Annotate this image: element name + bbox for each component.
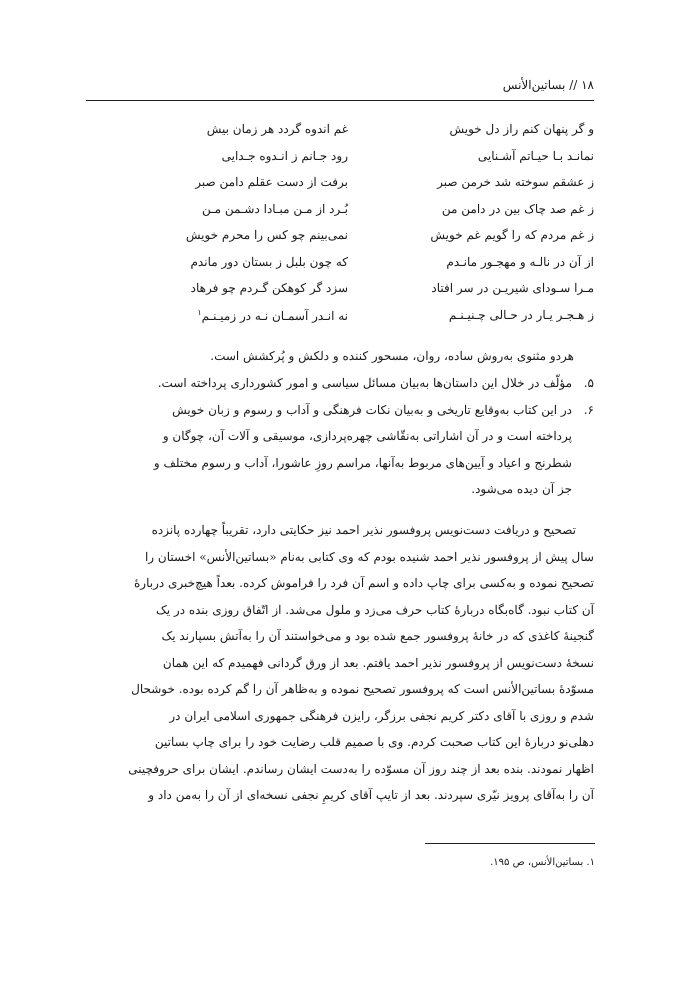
verse-second-hemistich-text: نه انـدر آسمـان نـه در زمیـنـم [201, 308, 348, 323]
list-item-line: در این کتاب به‌وقایع تاریخی و به‌بیان نکات فرهنگی و آداب و رسوم و زبان خویش [172, 402, 572, 417]
list-item [86, 370, 594, 397]
footnote-reference[interactable]: ۱ [197, 307, 202, 317]
verse-first-hemistich: نمانـد بـا حیـاتم آشـنایی [477, 148, 594, 163]
paragraph-line: دهلی‌نو دربارۀ این کتاب صحبت کردم. وی با صمیم قلب رضایت خود را برای چاپ بساتین [154, 735, 594, 749]
paragraph-line: تصحیح و دریافت دست‌نویس پروفسور نذیر احمد نیز حکایتی دارد، تقریباً چهارده پانزده [151, 523, 576, 537]
verse-first-hemistich: ز غم صد چاک بین در دامن من [441, 201, 594, 216]
poem-verse [86, 122, 594, 149]
verse-first-hemistich: مـرا سـودای شیریـن در سر افتاد [431, 281, 594, 295]
paragraph-line: سال پیش از پروفسور نذیر احمد شنیده بودم که وی کتابی به‌نام «بساتین‌الأنس» اخستان را [144, 549, 594, 564]
verse-first-hemistich: و گر پنهان کنم راز دل خویش [449, 122, 594, 136]
verse-second-hemistich: غم اندوه گردد هر زمان بیش [206, 122, 348, 136]
poem-verse [86, 175, 594, 202]
paragraph-line: تصحیح نموده و به‌کسی برای چاپ داده و اسم آن فرد را فراموش کرده. بعداً هیچ‌خبری دربارۀ [134, 576, 594, 590]
paragraph-line: گنجینۀ کاغذی که در خانۀ پروفسور جمع شده بود و می‌خواستند آن را به‌آتش بسپارند یک [161, 629, 594, 643]
verse-first-hemistich: از آن در نالـه و مهجـور مانـدم [446, 254, 594, 269]
verse-second-hemistich: نمی‌بینم چو کس را محرم خویش [185, 228, 348, 242]
poem-block [86, 122, 594, 346]
list-item [86, 397, 594, 503]
verse-second-hemistich: سزد گر کوهکن گـردم چو فرهاد [190, 281, 348, 295]
poem-verse [86, 308, 594, 335]
header-rule [86, 100, 594, 101]
verse-second-hemistich: بُـرد از مـن مبـادا دشـمن مـن [201, 201, 348, 216]
footnote: ۱. بساتین‌الأنس، ص ۱۹۵. [490, 857, 595, 868]
poem-verse [86, 228, 594, 255]
verse-second-hemistich: برفت از دست عقلم دامن صبر [195, 175, 348, 189]
verse-first-hemistich: ز هـجـر یـار در حـالی چـنیـنـم [448, 307, 594, 322]
poem-verse [86, 281, 594, 308]
list-item-line: پرداخته است و در آن اشاراتی به‌نقّاشی چهره‌پردازی، موسیقی و آلات آن، چوگان و [162, 429, 572, 443]
verse-second-hemistich: رود جـانم ز انـدوه جـدایی [221, 148, 348, 163]
paragraph-line: آن را به‌آقای پرویز نیّری سپردند. بعد از تایپ آقای کریمِ نجفی نسخه‌ای از آن را به‌من داد و [148, 788, 594, 802]
body-paragraph [86, 517, 594, 809]
paragraph-line: شدم و روزی با آقای دکتر کریم نجفی برزگر، رایزن فرهنگی جمهوری اسلامی ایران در [169, 708, 594, 723]
list-item-number: ۵. [583, 376, 594, 390]
poem-verse [86, 255, 594, 282]
list-item-line: شطرنج و اعیاد و آیین‌های مربوط به‌آنها، مراسم روزِ عاشورا، آداب و رسوم مختلف و [153, 455, 572, 470]
poem-note: هردو مثنوی به‌روش ساده، روان، مسحور کننده و دلکش و پُرکشش است. [210, 349, 574, 363]
footnote-rule [425, 843, 595, 844]
paragraph-line: اظهار نمودند. بنده بعد از چند روز آن مسوّده را به‌دست ایشان رساندم. ایشان برای حروفچینی [128, 761, 594, 776]
numbered-list [86, 370, 594, 503]
poem-verse [86, 202, 594, 229]
verse-first-hemistich: ز غم مردم که را گویم غم خویش [430, 228, 594, 242]
list-item-line: مؤلّف در خلال این داستان‌ها به‌بیان مسائل سیاسی و امور کشورداری پرداخته است. [157, 376, 572, 390]
running-header: ۱۸ // بساتین‌الأنس [502, 78, 594, 92]
verse-second-hemistich [86, 308, 348, 323]
verse-first-hemistich: ز عشقم سوخته شد خرمن صبر [437, 175, 594, 189]
paragraph-line: آن کتاب نبود. گاه‌بگاه دربارۀ کتاب حرف می‌زد و ملول می‌شد. از اتّفاق روزی بنده در یک [156, 602, 594, 617]
paragraph-line: نسخۀ دست‌نویس از پروفسور نذیر احمد یافتم. بعد از ورق گردانی فهمیدم که این همان [162, 655, 594, 670]
poem-verse [86, 149, 594, 176]
list-item-number: ۶. [583, 402, 594, 417]
paragraph-line: مسوّدۀ بساتین‌الأنس است که پروفسور تصحیح نموده و به‌ظاهر آن را گم کرده بوده. خوشحال [131, 682, 594, 696]
verse-second-hemistich: که چون بلبل ز بستان دور ماندم [190, 254, 348, 269]
list-item-line: جز آن دیده می‌شود. [471, 482, 572, 496]
